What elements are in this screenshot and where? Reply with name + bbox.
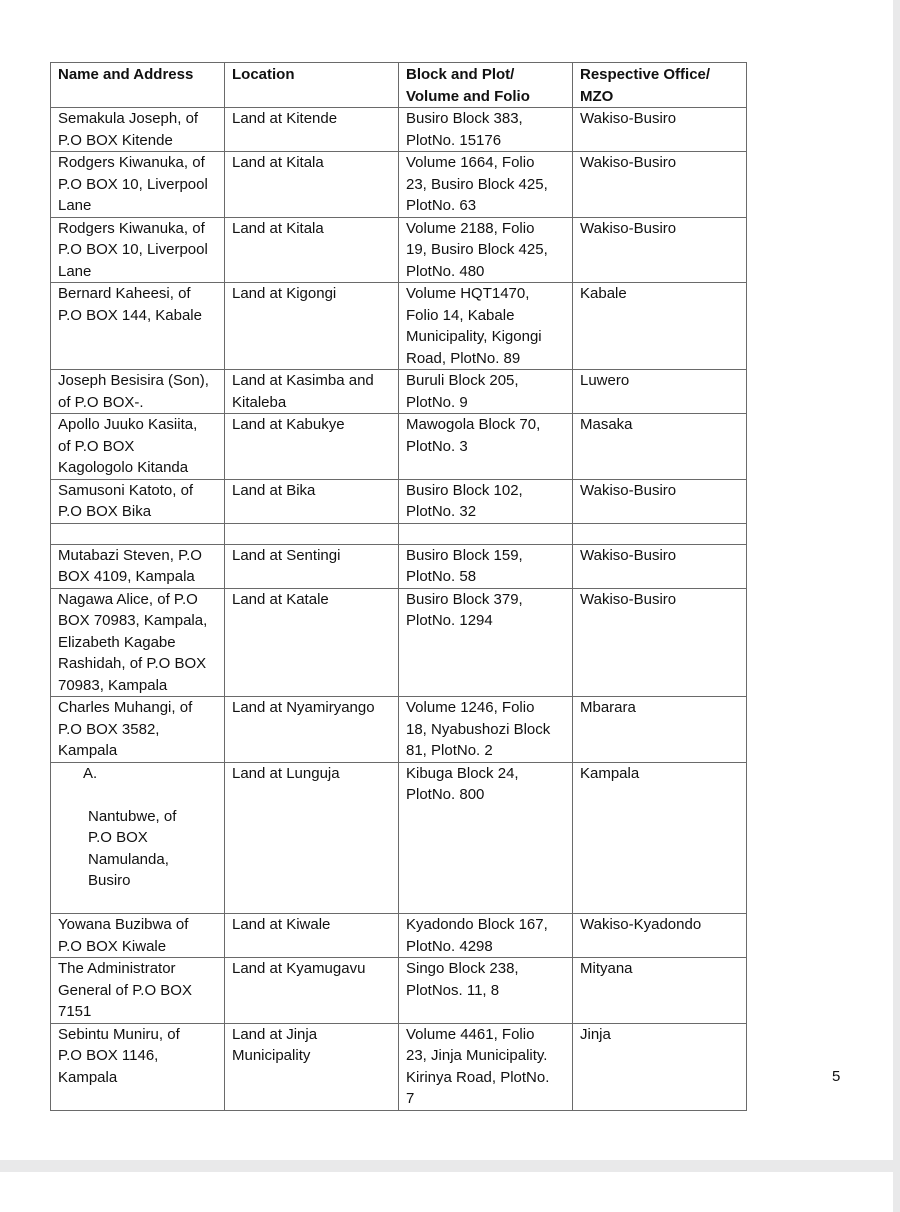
table-row [51,414,747,480]
cell-office: Mbarara [573,697,747,763]
cell-location: Land at Kasimba and Kitaleba [225,370,399,414]
table-header-row [51,63,747,108]
header-block-plot: Block and Plot/ Volume and Folio [399,63,573,108]
cell-location: Land at Kitala [225,152,399,218]
cell-location: Land at Sentingi [225,544,399,588]
cell-name: Samusoni Katoto, of P.O BOX Bika [51,479,225,523]
page-number: 5 [832,1068,841,1085]
cell-block: Volume 1246, Folio 18, Nyabushozi Block 81, PlotNo. 2 [399,697,573,763]
cell-office: Wakiso-Busiro [573,217,747,283]
cell-block: Buruli Block 205, PlotNo. 9 [399,370,573,414]
table-row [51,479,747,523]
cell-location: Land at Jinja Municipality [225,1023,399,1110]
table-row [51,914,747,958]
cell-location: Land at Kigongi [225,283,399,370]
cell-name-text: Nantubwe, of P.O BOX Namulanda, Busiro [88,807,177,889]
land-records-table [50,62,747,1111]
empty-cell [225,523,399,544]
cell-name: Rodgers Kiwanuka, of P.O BOX 10, Liverpool Lane [51,217,225,283]
cell-location: Land at Kitende [225,108,399,152]
cell-location: Land at Nyamiryango [225,697,399,763]
list-marker: A. [83,764,98,782]
cell-name: The Administrator General of P.O BOX 7151 [51,958,225,1024]
cell-location: Land at Bika [225,479,399,523]
cell-block: Singo Block 238, PlotNos. 11, 8 [399,958,573,1024]
cell-name: Mutabazi Steven, P.O BOX 4109, Kampala [51,544,225,588]
empty-cell [399,523,573,544]
cell-name: Nagawa Alice, of P.O BOX 70983, Kampala, Elizabeth Kagabe Rashidah, of P.O BOX 70983, Kampala [51,588,225,697]
table-row [51,370,747,414]
table-row [51,1023,747,1110]
table-row [51,217,747,283]
cell-location: Land at Kitala [225,217,399,283]
cell-office: Wakiso-Busiro [573,152,747,218]
cell-block: Kibuga Block 24, PlotNo. 800 [399,762,573,914]
table-row [51,283,747,370]
cell-location: Land at Kiwale [225,914,399,958]
table-row [51,588,747,697]
table-row [51,958,747,1024]
cell-block: Busiro Block 383, PlotNo. 15176 [399,108,573,152]
cell-location: Land at Lunguja [225,762,399,914]
cell-office: Luwero [573,370,747,414]
header-location: Location [225,63,399,108]
empty-cell [573,523,747,544]
table-row [51,697,747,763]
cell-name: Joseph Besisira (Son), of P.O BOX-. [51,370,225,414]
cell-office: Wakiso-Busiro [573,544,747,588]
cell-office: Kampala [573,762,747,914]
cell-location: Land at Katale [225,588,399,697]
cell-office: Wakiso-Busiro [573,588,747,697]
cell-office: Wakiso-Busiro [573,108,747,152]
cell-name: Charles Muhangi, of P.O BOX 3582, Kampala [51,697,225,763]
empty-row [51,523,747,544]
cell-location: Land at Kabukye [225,414,399,480]
cell-block: Busiro Block 159, PlotNo. 58 [399,544,573,588]
cell-block: Mawogola Block 70, PlotNo. 3 [399,414,573,480]
header-name-address: Name and Address [51,63,225,108]
table-row [51,762,747,914]
table-row [51,152,747,218]
cell-office: Jinja [573,1023,747,1110]
cell-office: Kabale [573,283,747,370]
cell-office: Wakiso-Busiro [573,479,747,523]
cell-block: Busiro Block 379, PlotNo. 1294 [399,588,573,697]
cell-name: Semakula Joseph, of P.O BOX Kitende [51,108,225,152]
cell-location: Land at Kyamugavu [225,958,399,1024]
cell-block: Kyadondo Block 167, PlotNo. 4298 [399,914,573,958]
cell-name [51,762,225,914]
next-page-edge [0,1172,893,1212]
header-office: Respective Office/ MZO [573,63,747,108]
empty-cell [51,523,225,544]
cell-block: Volume 1664, Folio 23, Busiro Block 425, PlotNo. 63 [399,152,573,218]
cell-office: Wakiso-Kyadondo [573,914,747,958]
cell-block: Volume 2188, Folio 19, Busiro Block 425, PlotNo. 480 [399,217,573,283]
cell-name: Sebintu Muniru, of P.O BOX 1146, Kampala [51,1023,225,1110]
cell-name: Yowana Buzibwa of P.O BOX Kiwale [51,914,225,958]
table-row [51,108,747,152]
table-row [51,544,747,588]
cell-block: Busiro Block 102, PlotNo. 32 [399,479,573,523]
cell-name: Apollo Juuko Kasiita, of P.O BOX Kagologolo Kitanda [51,414,225,480]
cell-office: Masaka [573,414,747,480]
cell-block: Volume HQT1470, Folio 14, Kabale Municipality, Kigongi Road, PlotNo. 89 [399,283,573,370]
cell-name: Rodgers Kiwanuka, of P.O BOX 10, Liverpool Lane [51,152,225,218]
cell-office: Mityana [573,958,747,1024]
cell-block: Volume 4461, Folio 23, Jinja Municipality. Kirinya Road, PlotNo. 7 [399,1023,573,1110]
cell-name: Bernard Kaheesi, of P.O BOX 144, Kabale [51,283,225,370]
